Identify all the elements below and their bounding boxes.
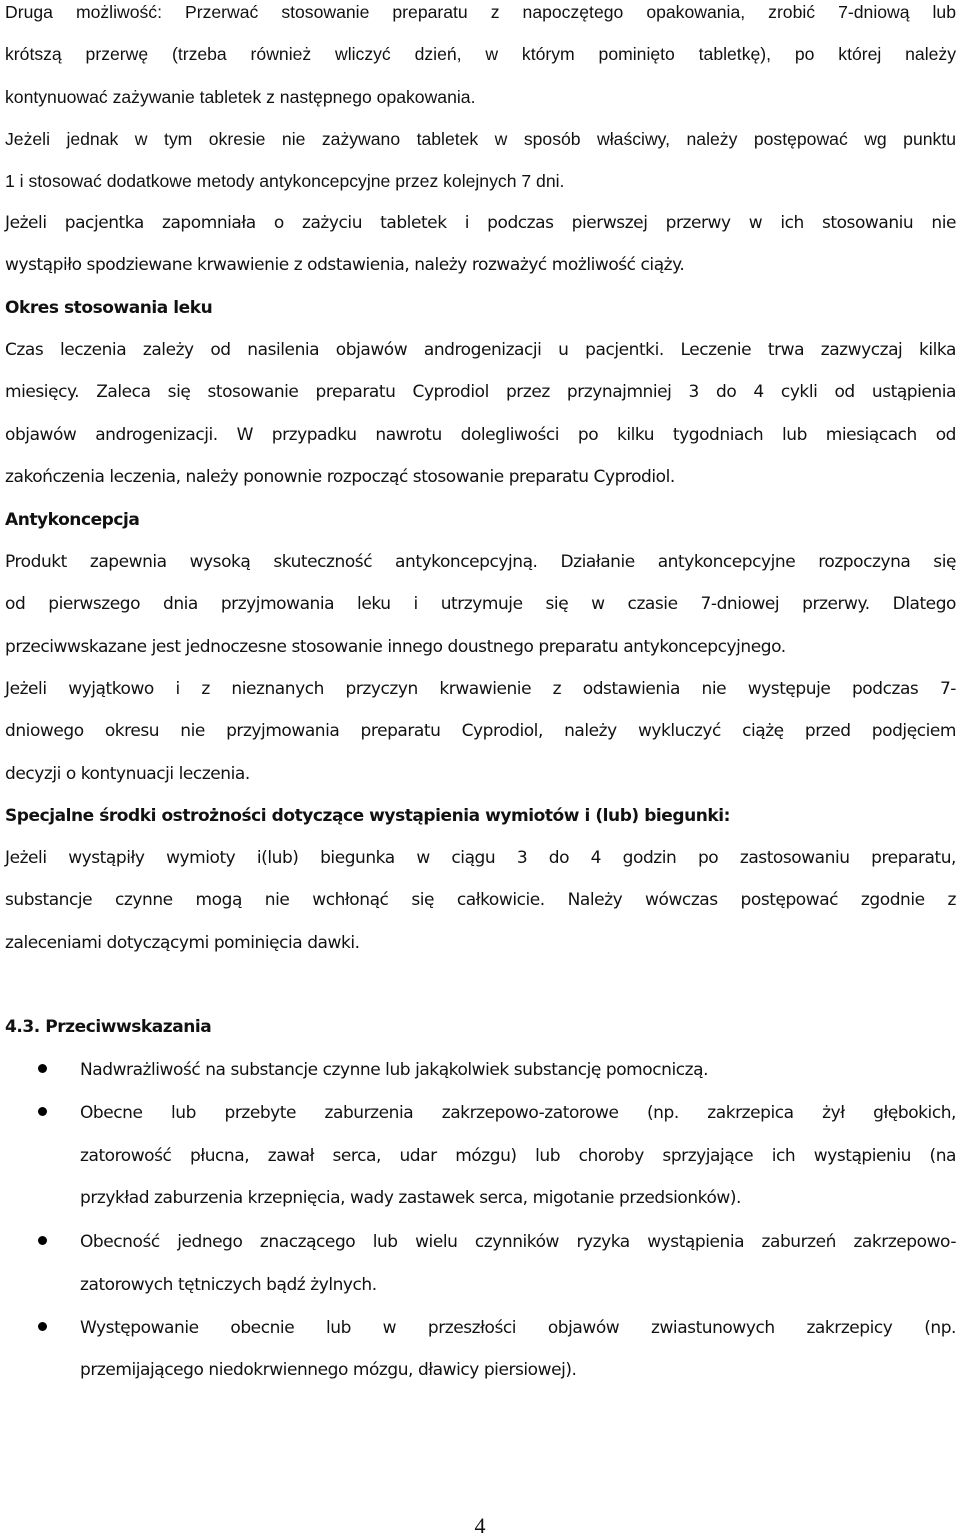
text-line: zakończenia leczenia, należy ponownie rozpocząć stosowanie preparatu Cyprodiol. — [5, 467, 675, 487]
section-heading: 4.3. Przeciwwskazania — [5, 1017, 212, 1037]
bullet-icon — [38, 1236, 47, 1245]
text-line: zaleceniami dotyczącymi pominięcia dawki. — [5, 933, 360, 953]
text-line: krótszą przerwę (trzeba również wliczyć dzień, w którym pominięto tabletkę), po której należy — [5, 44, 956, 64]
text-line: 1 i stosować dodatkowe metody antykoncepcyjne przez kolejnych 7 dni. — [5, 171, 565, 191]
text-line: decyzji o kontynuacji leczenia. — [5, 764, 250, 784]
list-item-text: Występowanie obecnie lub w przeszłości objawów zwiastunowych zakrzepicy (np. — [80, 1318, 956, 1338]
list-item-text: Obecne lub przebyte zaburzenia zakrzepowo-zatorowe (np. zakrzepica żył głębokich, — [80, 1103, 956, 1123]
text-line: kontynuować zażywanie tabletek z następnego opakowania. — [5, 87, 476, 107]
list-item-text: przemijającego niedokrwiennego mózgu, dławicy piersiowej). — [80, 1360, 577, 1380]
text-line: dniowego okresu nie przyjmowania preparatu Cyprodiol, należy wykluczyć ciążę przed podjęciem — [5, 721, 956, 741]
section-heading: Antykoncepcja — [5, 510, 140, 530]
text-line: Druga możliwość: Przerwać stosowanie preparatu z napoczętego opakowania, zrobić 7-dniową lub — [5, 2, 956, 22]
bullet-icon — [38, 1107, 47, 1116]
text-line: Jeżeli wyjątkowo i z nieznanych przyczyn krwawienie z odstawienia nie występuje podczas 7- — [5, 679, 956, 699]
text-line: Produkt zapewnia wysoką skuteczność antykoncepcyjną. Działanie antykoncepcyjne rozpoczyna się — [5, 552, 956, 572]
text-line: od pierwszego dnia przyjmowania leku i utrzymuje się w czasie 7-dniowej przerwy. Dlatego — [5, 594, 956, 614]
text-line: Czas leczenia zależy od nasilenia objawów androgenizacji u pacjentki. Leczenie trwa zazwyczaj kilka — [5, 340, 956, 360]
list-item-text: przykład zaburzenia krzepnięcia, wady zastawek serca, migotanie przedsionków). — [80, 1188, 741, 1208]
text-line: Jeżeli pacjentka zapomniała o zażyciu tabletek i podczas pierwszej przerwy w ich stosowaniu nie — [5, 213, 956, 233]
list-item-text: Obecność jednego znaczącego lub wielu czynników ryzyka wystąpienia zaburzeń zakrzepowo- — [80, 1232, 956, 1252]
text-line: wystąpiło spodziewane krwawienie z odstawienia, należy rozważyć możliwość ciąży. — [5, 255, 685, 275]
section-heading: Okres stosowania leku — [5, 298, 213, 318]
section-heading: Specjalne środki ostrożności dotyczące wystąpienia wymiotów i (lub) biegunki: — [5, 806, 730, 826]
list-item-text: zatorowość płucna, zawał serca, udar mózgu) lub choroby sprzyjające ich wystąpieniu (na — [80, 1146, 956, 1166]
text-line: miesięcy. Zaleca się stosowanie preparatu Cyprodiol przez przynajmniej 3 do 4 cykli od ustąpienia — [5, 382, 956, 402]
list-item-text: Nadwrażliwość na substancje czynne lub jakąkolwiek substancję pomocniczą. — [80, 1060, 709, 1080]
page-number: 4 — [474, 1513, 486, 1538]
text-line: objawów androgenizacji. W przypadku nawrotu dolegliwości po kilku tygodniach lub miesiącach od — [5, 425, 956, 445]
list-item-text: zatorowych tętniczych bądź żylnych. — [80, 1275, 377, 1295]
text-line: przeciwwskazane jest jednoczesne stosowanie innego doustnego preparatu antykoncepcyjnego. — [5, 637, 786, 657]
text-line: Jeżeli jednak w tym okresie nie zażywano tabletek w sposób właściwy, należy postępować wg punktu — [5, 129, 956, 149]
text-line: substancje czynne mogą nie wchłonąć się całkowicie. Należy wówczas postępować zgodnie z — [5, 890, 956, 910]
text-line: Jeżeli wystąpiły wymioty i(lub) biegunka w ciągu 3 do 4 godzin po zastosowaniu preparatu, — [5, 848, 956, 868]
bullet-icon — [38, 1322, 47, 1331]
bullet-icon — [38, 1064, 47, 1073]
